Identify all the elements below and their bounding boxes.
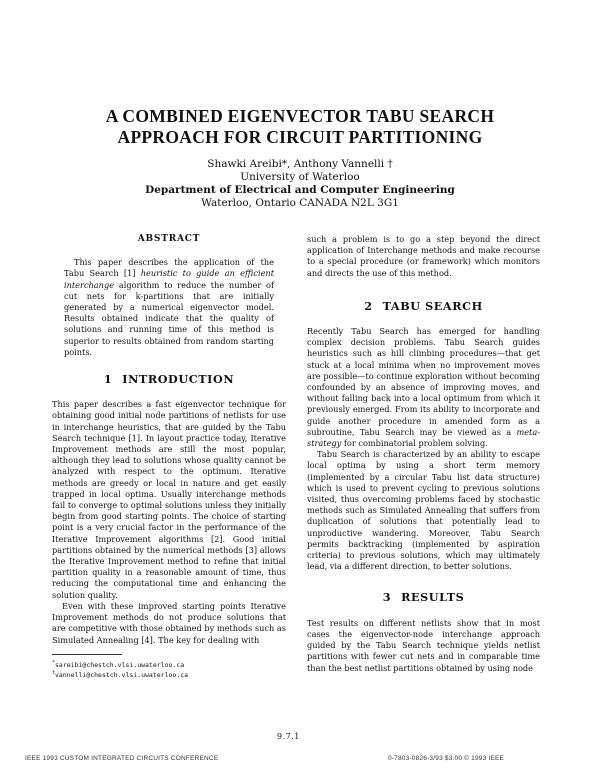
- copyright-footer: 0-7803-0826-3/93 $3.00 © 1993 IEEE: [388, 755, 505, 762]
- footnote-1-mark: *: [52, 659, 56, 666]
- abstract-heading: ABSTRACT: [137, 234, 201, 244]
- footnote-2: [52, 669, 286, 679]
- section-2-heading: [307, 298, 540, 313]
- footnote-1: [52, 659, 286, 669]
- abstract-text-em: heuristic to guide an efficient interchange: [64, 268, 274, 290]
- section-1-heading: [52, 374, 286, 385]
- page-number: 9.7.1: [277, 732, 300, 741]
- section-2-paragraph-1: [307, 326, 540, 449]
- abstract-text-a: This paper describes the application of the Tabu Search [1]: [64, 257, 274, 279]
- author-names: Shawki Areibi*, Anthony Vannelli †: [207, 158, 393, 170]
- section-1-title: INTRODUCTION: [122, 372, 235, 387]
- conference-footer: IEEE 1993 CUSTOM INTEGRATED CIRCUITS CONFERENCE: [25, 755, 219, 762]
- author-block: [40, 158, 560, 210]
- left-column: [52, 234, 286, 679]
- section-2-para1-em: meta-strategy: [307, 426, 540, 449]
- abstract-paragraph: [64, 257, 274, 358]
- author-university: University of Waterloo: [240, 171, 360, 183]
- author-department: Department of Electrical and Computer Engineering: [145, 184, 455, 196]
- section-2-para1-a: Recently Tabu Search has emerged for handling complex decision problems. Tabu Search guides heuristics such as hill climbing procedures—that get stuck at a local minima when no improvement moves are possible—to continue exploration without becoming confounded by an absence of improving moves, and without falling back into a local optimum from which it previously emerged. From its ability to incorporate and guide another procedure in amended form as a subroutine, Tabu Search may be viewed as a: [307, 326, 540, 437]
- abstract-text-b: algorithm to reduce the number of cut nets for k-partitions that are initially generated by a numerical eigenvector model. Results obtained indicate that the quality of solutions and running time of this method is superior to results obtained from random starting points.: [64, 279, 274, 357]
- section-1-paragraph-2: Even with these improved starting points Iterative Improvement methods do not produce solutions that are competitive with those obtained by methods such as Simulated Annealing [4]. The key for dealing with: [52, 600, 286, 645]
- right-column: [307, 234, 540, 674]
- section-3-title: RESULTS: [401, 590, 465, 605]
- right-continuation-paragraph: such a problem is to go a step beyond the direct application of Interchange methods and make recourse to a special procedure (or framework) which monitors and directs the use of this method.: [307, 234, 540, 278]
- section-3-heading: [307, 592, 540, 603]
- title-line-2: APPROACH FOR CIRCUIT PARTITIONING: [117, 127, 483, 147]
- section-1-paragraph-1: This paper describes a fast eigenvector technique for obtaining good initial node partitions of netlists for use in interchange heuristics, that are guided by the Tabu Search technique [1]. In layout practice today, Iterative Improvement methods are still the most popular, although they lead to solutions whose quality cannot be analyzed with respect to the optimum. Iterative methods are greedy or local in nature and get easily trapped in local optima. Usually interchange methods fail to converge to optimal solutions unless they initially begin from good starting points. The choice of starting point is a very crucial factor in the performance of the Iterative Improvement algorithms [2]. Good initial partitions obtained by the numerical methods [3] allows the Iterative Improvement method to refine that initial partition quality in a reasonable amount of time, thus reducing the computational time and enhancing the solution quality.: [52, 399, 286, 600]
- title-line-1: A COMBINED EIGENVECTOR TABU SEARCH: [105, 106, 495, 126]
- section-3-number: 3: [382, 590, 392, 605]
- section-2-number: 2: [364, 298, 373, 313]
- author-location: Waterloo, Ontario CANADA N2L 3G1: [201, 197, 399, 209]
- section-2-title: TABU SEARCH: [382, 298, 483, 313]
- section-3-paragraph-1: Test results on different netlists show that in most cases the eigenvector-node interchange approach guided by the Tabu Search technique yields netlist partitions with fewer cut nets and in comparable time than the best netlist partitions obtained by using node: [307, 617, 540, 673]
- paper-title: [40, 106, 560, 148]
- footnote-rule: [52, 654, 122, 655]
- section-2-para1-b: for combinatorial problem solving.: [341, 438, 488, 449]
- section-1-number: 1: [103, 372, 113, 387]
- section-2-paragraph-2: Tabu Search is characterized by an ability to escape local optima by using a short term memory (implemented by a circular Tabu list data structure) which is used to prevent cycling to previous solutions visited, thus overcoming problems faced by stochastic methods such as Simulated Annealing that suffers from duplication of solutions that potentially lead to unproductive wandering. Moreover, Tabu Search permits backtracking (implemented by aspiration criteria) to previous solutions, which may ultimately lead, via a different direction, to better solutions.: [307, 449, 540, 572]
- footnote-2-mark: †: [52, 670, 56, 677]
- abstract-body: [52, 257, 286, 358]
- footnote-1-text: sareibi@chestch.vlsi.uwaterloo.ca: [55, 660, 185, 669]
- footnote-2-text: vannelli@chestch.vlsi.uwaterloo.ca: [55, 671, 189, 680]
